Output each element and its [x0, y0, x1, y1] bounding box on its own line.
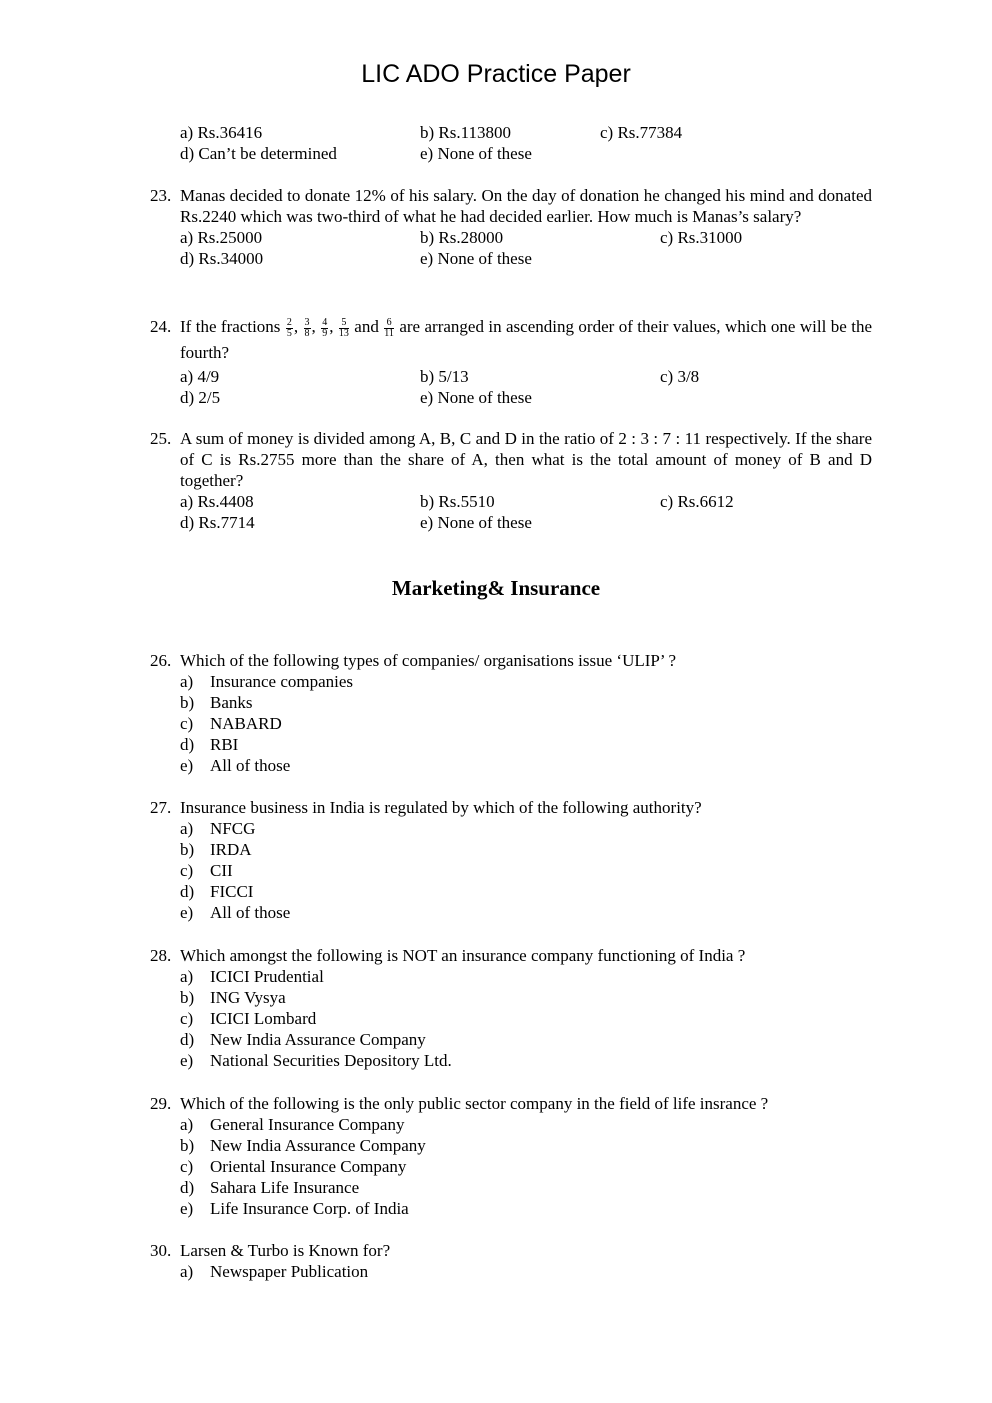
numerator: 3 — [304, 316, 310, 328]
question-28 — [150, 945, 872, 1071]
option: c) Rs.6612 — [660, 492, 734, 511]
option-letter: d) — [180, 882, 195, 901]
option-letter: e) — [180, 1199, 194, 1218]
option — [150, 902, 872, 923]
question-text: and — [354, 317, 379, 336]
option-letter: b) — [180, 1136, 195, 1155]
option: c) Rs.77384 — [600, 123, 683, 142]
option: a) Rs.4408 — [180, 492, 254, 511]
question-23 — [150, 185, 872, 269]
option — [150, 1029, 872, 1050]
fraction — [286, 318, 293, 339]
question-text: Which of the following types of companies/ organisations issue ‘ULIP’ ? — [180, 651, 677, 670]
fraction — [339, 318, 349, 339]
option-text: ING Vysya — [210, 988, 286, 1007]
option: c) 3/8 — [660, 367, 700, 386]
option — [150, 1114, 872, 1135]
option — [150, 1050, 872, 1071]
option-letter: a) — [180, 967, 194, 986]
denominator: 13 — [338, 327, 349, 339]
option-letter: b) — [180, 840, 195, 859]
option — [150, 692, 872, 713]
option-letter: c) — [180, 714, 194, 733]
option-letter: a) — [180, 1115, 194, 1134]
option-letter: e) — [180, 756, 194, 775]
option — [150, 734, 872, 755]
option-text: Life Insurance Corp. of India — [210, 1199, 409, 1218]
option-letter: d) — [180, 1030, 195, 1049]
option-letter: a) — [180, 819, 194, 838]
option-text: Oriental Insurance Company — [210, 1157, 407, 1176]
option-text: NABARD — [210, 714, 282, 733]
question-number: 28. — [150, 946, 172, 965]
option-text: FICCI — [210, 882, 254, 901]
option — [150, 818, 872, 839]
option — [150, 860, 872, 881]
option-text: Newspaper Publication — [210, 1262, 369, 1281]
option: d) Rs.7714 — [180, 513, 255, 532]
option: b) Rs.113800 — [420, 123, 511, 142]
option-text: All of those — [210, 903, 291, 922]
option: d) Rs.34000 — [180, 249, 264, 268]
fraction — [384, 318, 394, 339]
question-number: 27. — [150, 798, 172, 817]
question-text: A sum of money is divided among A, B, C and D in the ratio of 2 : 3 : 7 : 11 respectively. If the share of C is Rs.2755 more than the share of A, then what is the total amount of money of B and D together? — [180, 429, 872, 490]
option: c) Rs.31000 — [660, 228, 743, 247]
option-text: Insurance companies — [210, 672, 354, 691]
denominator: 5 — [286, 327, 292, 339]
question-number: 30. — [150, 1241, 172, 1260]
option-text: Sahara Life Insurance — [210, 1178, 360, 1197]
option: b) Rs.5510 — [420, 492, 495, 511]
option-text: Banks — [210, 693, 253, 712]
question-text: Which of the following is the only public sector company in the field of life insrance ? — [180, 1094, 769, 1113]
option — [150, 713, 872, 734]
option — [150, 1198, 872, 1219]
question-text: Larsen & Turbo is Known for? — [180, 1241, 391, 1260]
question-24: 24. If the fractions $\frac{2}{5}$ , $\frac{3}{8}$ , $\frac{4}{9}$ , $\frac{5}{13}$ and $\frac{6}{11}$ are arranged in ascending order of their values, which one will be the fourth? a) 4/9 b) 5/13 c) 3/8 d) 2/5 e) None of these — [150, 314, 872, 408]
denominator: 8 — [304, 327, 310, 339]
fraction — [321, 318, 328, 339]
option — [150, 987, 872, 1008]
question-30 — [150, 1240, 872, 1282]
option-letter: e) — [180, 1051, 194, 1070]
question-22-options — [150, 122, 872, 164]
option-text: National Securities Depository Ltd. — [210, 1051, 452, 1070]
option: d) Can’t be determined — [180, 144, 337, 163]
numerator: 4 — [322, 316, 328, 328]
option — [150, 1261, 872, 1282]
question-29 — [150, 1093, 872, 1219]
option-letter: d) — [180, 735, 195, 754]
question-number: 26. — [150, 651, 172, 670]
option-letter: d) — [180, 1178, 195, 1197]
option — [150, 1177, 872, 1198]
option-letter: c) — [180, 1009, 194, 1028]
option-text: All of those — [210, 756, 291, 775]
question-text: Which amongst the following is NOT an insurance company functioning of India ? — [180, 946, 746, 965]
option: e) None of these — [420, 513, 532, 532]
question-text: Insurance business in India is regulated by which of the following authority? — [180, 798, 702, 817]
question-26 — [150, 650, 872, 776]
question-number: 23. — [150, 186, 172, 205]
option — [150, 839, 872, 860]
option-text: New India Assurance Company — [210, 1136, 426, 1155]
question-25 — [150, 428, 872, 533]
denominator: 11 — [384, 327, 394, 339]
option: e) None of these — [420, 249, 532, 268]
option-letter: c) — [180, 861, 194, 880]
question-number: 25. — [150, 429, 172, 448]
numerator: 6 — [384, 318, 394, 329]
option-text: New India Assurance Company — [210, 1030, 426, 1049]
option-letter: c) — [180, 1157, 194, 1176]
question-number: 29. — [150, 1094, 172, 1113]
page-title: LIC ADO Practice Paper — [361, 60, 631, 88]
option: a) Rs.25000 — [180, 228, 263, 247]
option-text: ICICI Lombard — [210, 1009, 317, 1028]
question-27 — [150, 797, 872, 923]
denominator: 9 — [322, 327, 328, 339]
option-letter: a) — [180, 672, 194, 691]
section-heading: Marketing& Insurance — [391, 576, 601, 600]
option — [150, 966, 872, 987]
option-letter: a) — [180, 1262, 194, 1281]
option — [150, 1008, 872, 1029]
option-letter: b) — [180, 988, 195, 1007]
option: e) None of these — [420, 388, 532, 407]
question-text: are arranged in ascending order of their values, which one will be the fourth? — [180, 317, 872, 362]
option-text: NFCG — [210, 819, 256, 838]
numerator: 2 — [286, 316, 292, 328]
option-text: ICICI Prudential — [210, 967, 324, 986]
option-text: RBI — [210, 735, 239, 754]
option: e) None of these — [420, 144, 532, 163]
option: b) Rs.28000 — [420, 228, 504, 247]
option-text: CII — [210, 861, 233, 880]
option — [150, 1135, 872, 1156]
option-letter: b) — [180, 693, 195, 712]
option-text: General Insurance Company — [210, 1115, 405, 1134]
question-text: If the fractions — [180, 317, 281, 336]
question-number: 24. — [150, 317, 172, 336]
option — [150, 755, 872, 776]
option: d) 2/5 — [180, 388, 221, 407]
option: a) 4/9 — [180, 367, 220, 386]
question-text: Manas decided to donate 12% of his salary. On the day of donation he changed his mind and donated Rs.2240 which was two-third of what he had decided earlier. How much is Manas’s salary? — [180, 186, 872, 226]
option — [150, 881, 872, 902]
numerator: 5 — [339, 318, 349, 329]
fraction — [304, 318, 311, 339]
option-letter: e) — [180, 903, 194, 922]
option: b) 5/13 — [420, 367, 469, 386]
option — [150, 671, 872, 692]
option: a) Rs.36416 — [180, 123, 263, 142]
option-text: IRDA — [210, 840, 252, 859]
option — [150, 1156, 872, 1177]
